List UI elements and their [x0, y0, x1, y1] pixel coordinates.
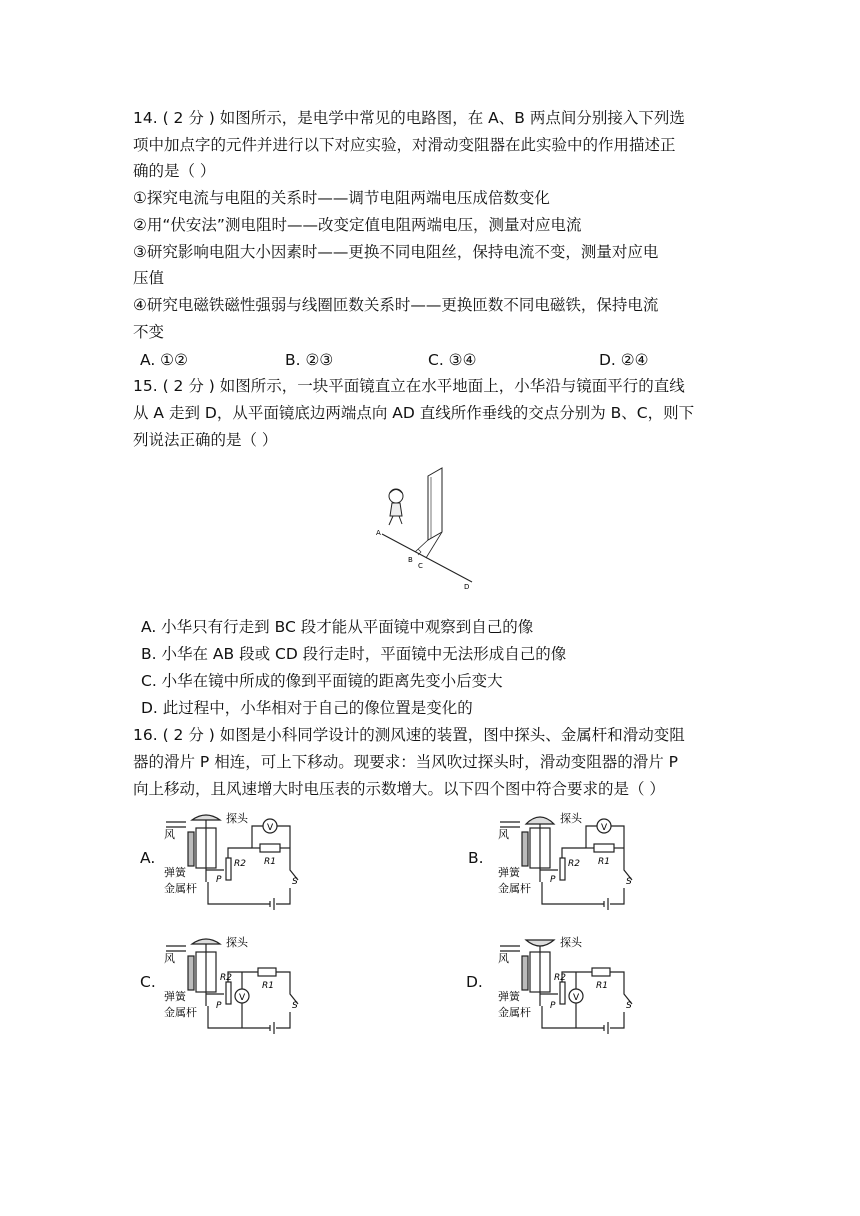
mirror-figure [368, 462, 488, 592]
rod-label: 金属杆 [164, 882, 197, 895]
point-d-label: D [464, 583, 470, 591]
q14-line-3: 确的是（ ） [133, 162, 216, 180]
q14-statement-2: ②用“伏安法”测电阻时——改变定值电阻两端电压，测量对应电流 [133, 216, 582, 234]
circuit-b [494, 812, 644, 912]
q15-option-d[interactable]: D. 此过程中，小华相对于自己的像位置是变化的 [141, 699, 473, 717]
wind-label: 风 [498, 828, 509, 841]
q14-option-c[interactable]: C. ③④ [428, 351, 477, 369]
rod-label: 金属杆 [498, 1006, 531, 1019]
probe-label: 探头 [560, 812, 582, 825]
r1-label: R1 [264, 857, 276, 867]
circuit-d [494, 936, 644, 1036]
q14-statement-4: ④研究电磁铁磁性强弱与线圈匝数关系时——更换匝数不同电磁铁，保持电流 [133, 296, 659, 314]
probe-label: 探头 [226, 936, 248, 949]
slider-p-label: P [216, 875, 222, 885]
q15-option-a[interactable]: A. 小华只有行走到 BC 段才能从平面镜中观察到自己的像 [141, 618, 534, 636]
circuit-c [160, 936, 310, 1036]
q14-statement-1: ①探究电流与电阻的关系时——调节电阻两端电压成倍数变化 [133, 189, 550, 207]
q14-option-a[interactable]: A. ①② [140, 351, 188, 369]
q14-line-1: 14. ( 2 分 ) 如图所示，是电学中常见的电路图，在 A、B 两点间分别接入下列选 [133, 109, 685, 127]
rod-label: 金属杆 [164, 1006, 197, 1019]
point-a-label: A [376, 529, 381, 537]
switch-label: S [292, 877, 298, 887]
q16-option-b[interactable]: B. [468, 849, 484, 867]
q15-option-b[interactable]: B. 小华在 AB 段或 CD 段行走时，平面镜中无法形成自己的像 [141, 645, 567, 663]
slider-p-label: P [550, 875, 556, 885]
switch-label: S [626, 1001, 632, 1011]
spring-label: 弹簧 [498, 990, 520, 1003]
person-icon [389, 489, 403, 525]
q14-line-2: 项中加点字的元件并进行以下对应实验，对滑动变阻器在此实验中的作用描述正 [133, 136, 676, 154]
wind-label: 风 [498, 952, 509, 965]
q15-option-c[interactable]: C. 小华在镜中所成的像到平面镜的距离先变小后变大 [141, 672, 503, 690]
r1-label: R1 [262, 981, 274, 991]
voltmeter-label: V [239, 993, 246, 1003]
q16-line-2: 器的滑片 P 相连，可上下移动。现要求：当风吹过探头时，滑动变阻器的滑片 P [133, 753, 678, 771]
spring-label: 弹簧 [498, 866, 520, 879]
wind-label: 风 [164, 828, 175, 841]
q16-line-1: 16. ( 2 分 ) 如图是小科同学设计的测风速的装置，图中探头、金属杆和滑动变阻 [133, 726, 685, 744]
spring-label: 弹簧 [164, 990, 186, 1003]
q15-line-3: 列说法正确的是（ ） [133, 431, 278, 449]
q14-option-b[interactable]: B. ②③ [285, 351, 334, 369]
voltmeter-label: V [573, 993, 580, 1003]
q16-option-d[interactable]: D. [466, 973, 483, 991]
q16-line-3: 向上移动，且风速增大时电压表的示数增大。以下四个图中符合要求的是（ ） [133, 780, 665, 798]
r2-label: R2 [234, 859, 246, 869]
q14-option-d[interactable]: D. ②④ [599, 351, 649, 369]
q14-statement-4-cont: 不变 [133, 323, 165, 341]
circuit-a [160, 812, 310, 912]
voltmeter-label: V [267, 823, 274, 833]
spring-label: 弹簧 [164, 866, 186, 879]
r2-label: R2 [554, 973, 566, 983]
slider-p-label: P [550, 1001, 556, 1011]
q15-line-2: 从 A 走到 D，从平面镜底边两端点向 AD 直线所作垂线的交点分别为 B、C，则下 [133, 404, 695, 422]
q14-statement-3-cont: 压值 [133, 269, 165, 287]
switch-label: S [292, 1001, 298, 1011]
q16-option-c[interactable]: C. [140, 973, 156, 991]
q16-option-a[interactable]: A. [140, 849, 156, 867]
point-c-label: C [418, 562, 423, 570]
r2-label: R2 [220, 973, 232, 983]
point-b-label: B [408, 556, 413, 564]
rod-label: 金属杆 [498, 882, 531, 895]
wind-label: 风 [164, 952, 175, 965]
switch-label: S [626, 877, 632, 887]
probe-label: 探头 [226, 812, 248, 825]
r1-label: R1 [596, 981, 608, 991]
voltmeter-label: V [601, 823, 608, 833]
r1-label: R1 [598, 857, 610, 867]
r2-label: R2 [568, 859, 580, 869]
slider-p-label: P [216, 1001, 222, 1011]
q14-statement-3: ③研究影响电阻大小因素时——更换不同电阻丝，保持电流不变，测量对应电 [133, 243, 659, 261]
q15-line-1: 15. ( 2 分 ) 如图所示，一块平面镜直立在水平地面上，小华沿与镜面平行的直线 [133, 377, 685, 395]
probe-label: 探头 [560, 936, 582, 949]
